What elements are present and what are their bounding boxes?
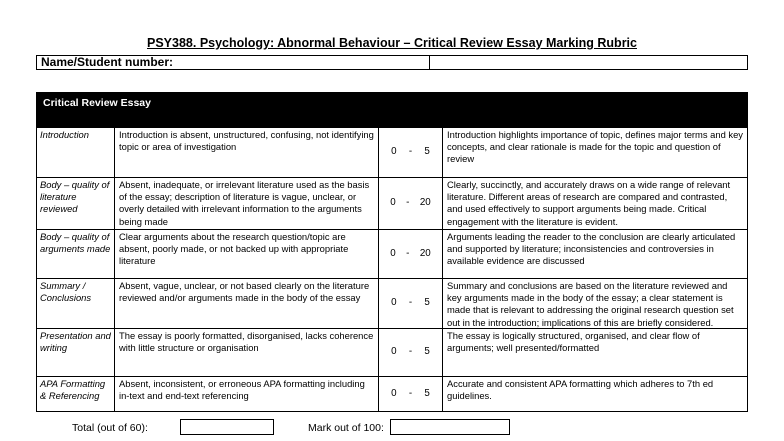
rubric-row-apa	[37, 376, 747, 411]
poor-descriptor: Absent, inconsistent, or erroneous APA formatting including in-text and end-text referencing	[115, 377, 379, 411]
mark-max: 5	[424, 146, 430, 158]
mark-out-of-100-label: Mark out of 100:	[308, 422, 384, 434]
document-title: PSY388. Psychology: Abnormal Behaviour – Critical Review Essay Marking Rubric	[147, 36, 637, 50]
rubric-table	[36, 92, 748, 412]
mark-dash: -	[408, 346, 413, 358]
good-descriptor: Introduction highlights importance of topic, defines major terms and key concepts, and clear rationale is made for the topic and question of review	[447, 129, 743, 165]
poor-descriptor: Absent, inadequate, or irrelevant literature used as the basis of the essay; description of literature is vague, unclear, or overly detailed with irrelevant information to the arguments being made	[115, 178, 379, 229]
mark-range	[379, 178, 443, 229]
criterion-label: Body – quality of arguments made	[37, 230, 115, 278]
mark-min: 0	[390, 197, 396, 209]
mark-max: 5	[424, 387, 430, 399]
mark-range	[379, 329, 443, 376]
mark-min: 0	[391, 346, 397, 358]
mark-dash: -	[408, 297, 413, 309]
mark-max: 20	[419, 197, 431, 209]
rubric-row-body-literature	[37, 177, 747, 229]
mark-min: 0	[391, 297, 397, 309]
good-descriptor: Arguments leading the reader to the conclusion are clearly articulated and supported by literature; inconsistencies and controversies in available evidence are discussed	[447, 231, 736, 267]
name-student-number-row	[36, 55, 748, 70]
rubric-section-header: Critical Review Essay	[37, 93, 747, 127]
mark-range	[379, 377, 443, 411]
mark-dash: -	[408, 146, 413, 158]
criterion-label: APA Formatting & Referencing	[37, 377, 115, 411]
criterion-label: Body – quality of literature reviewed	[37, 178, 115, 229]
mark-max: 20	[419, 247, 431, 259]
rubric-row-presentation	[37, 328, 747, 376]
total-field[interactable]	[180, 419, 274, 435]
criterion-label: Summary / Conclusions	[37, 279, 115, 328]
mark-min: 0	[391, 387, 397, 399]
mark-dash: -	[406, 247, 410, 259]
good-descriptor: Clearly, succinctly, and accurately draws on a wide range of relevant literature. Different areas of research are compared and contrasted, and used effectively to support arguments being made. Critical engagement with the literature is evident.	[447, 179, 731, 227]
mark-range	[379, 230, 443, 278]
marks-footer	[0, 419, 784, 437]
mark-min: 0	[391, 146, 397, 158]
good-descriptor: The essay is logically structured, organised, and clear flow of arguments; well presented/formatted	[447, 330, 700, 354]
mark-range	[379, 128, 443, 177]
mark-range	[379, 279, 443, 328]
mark-max: 5	[424, 346, 430, 358]
poor-descriptor: Absent, vague, unclear, or not based clearly on the literature reviewed and/or arguments made in the body of the essay	[115, 279, 379, 328]
rubric-row-body-arguments	[37, 229, 747, 278]
poor-descriptor: The essay is poorly formatted, disorganised, lacks coherence with little structure or organisation	[115, 329, 379, 376]
poor-descriptor: Clear arguments about the research question/topic are absent, poorly made, or not backed up with appropriate literature	[115, 230, 379, 278]
total-label: Total (out of 60):	[72, 422, 148, 434]
name-student-number-field[interactable]	[430, 56, 747, 69]
mark-out-of-100-field[interactable]	[390, 419, 510, 435]
mark-dash: -	[406, 197, 410, 209]
mark-max: 5	[424, 297, 430, 309]
rubric-row-introduction	[37, 127, 747, 177]
name-student-number-label: Name/Student number:	[37, 56, 430, 69]
good-descriptor: Summary and conclusions are based on the literature reviewed and key arguments made in the body of the essay; a clear statement is made that is relevant to addressing the original research question set out in the introduction; implications of this are briefly considered.	[447, 280, 734, 328]
criterion-label: Introduction	[37, 128, 115, 177]
criterion-label: Presentation and writing	[37, 329, 115, 376]
mark-dash: -	[408, 387, 413, 399]
mark-min: 0	[390, 247, 396, 259]
rubric-row-summary	[37, 278, 747, 328]
good-descriptor: Accurate and consistent APA formatting which adheres to 7th ed guidelines.	[447, 378, 714, 402]
poor-descriptor: Introduction is absent, unstructured, confusing, not identifying topic or area of investigation	[115, 128, 379, 177]
